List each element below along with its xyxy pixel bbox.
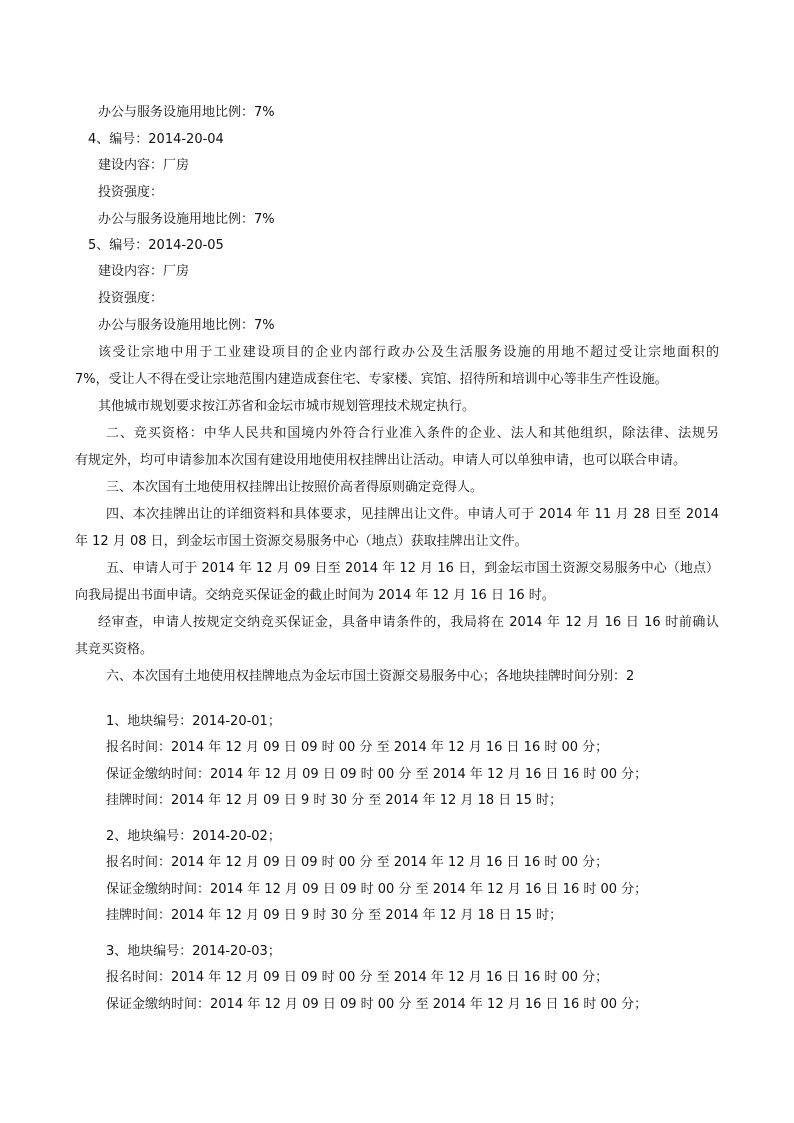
paragraph-line: 五、申请人可于 2014 年 12 月 09 日至 2014 年 12 月 16 日，到金坛市国土资源交易服务中心（地点） <box>106 561 719 576</box>
paragraph-line: 该受让宗地中用于工业建设项目的企业内部行政办公及生活服务设施的用地不超过受让宗地面积的 <box>98 345 719 360</box>
schedule3-registration: 报名时间：2014 年 12 月 09 日 09 时 00 分 至 2014 年 12 月 16 日 16 时 00 分； <box>106 970 609 985</box>
paragraph-line: 经审查，申请人按规定交纳竞买保证金，具备申请条件的，我局将在 2014 年 12 月 16 日 16 时前确认 <box>98 615 719 630</box>
schedule3-header: 3、地块编号：2014-20-03； <box>106 944 281 959</box>
paragraph-qualification <box>75 420 719 474</box>
plot5-content: 建设内容：厂房 <box>98 264 190 279</box>
plot4-investment: 投资强度： <box>98 185 164 200</box>
schedule1-deposit: 保证金缴纳时间：2014 年 12 月 09 日 09 时 00 分 至 2014 年 12 月 16 日 16 时 00 分； <box>106 767 648 782</box>
schedule1-listing: 挂牌时间：2014 年 12 月 09 日 9 时 30 分 至 2014 年 12 月 18 日 15 时； <box>106 793 563 808</box>
paragraph-planning <box>98 393 718 420</box>
paragraph-line: 其竞买资格。 <box>75 642 154 657</box>
schedule2-registration: 报名时间：2014 年 12 月 09 日 09 时 00 分 至 2014 年 12 月 16 日 16 时 00 分； <box>106 855 609 870</box>
plot5-investment: 投资强度： <box>98 291 164 306</box>
plot5-office-ratio: 办公与服务设施用地比例：7% <box>98 318 275 333</box>
schedule1-header: 1、地块编号：2014-20-01； <box>106 714 281 729</box>
paragraph-principle <box>106 474 718 501</box>
paragraph-review <box>75 609 719 663</box>
plot4-office-ratio: 办公与服务设施用地比例：7% <box>98 212 275 227</box>
paragraph-documents <box>75 501 719 555</box>
paragraph-line: 有规定外，均可申请参加本次国有建设用地使用权挂牌出让活动。申请人可以单独申请，也可以联合申请。 <box>75 453 687 468</box>
plot5-header: 5、编号：2014-20-05 <box>88 238 224 253</box>
paragraph-line: 六、本次国有土地使用权挂牌地点为金坛市国土资源交易服务中心；各地块挂牌时间分别：2 <box>106 669 635 684</box>
schedule2-deposit: 保证金缴纳时间：2014 年 12 月 09 日 09 时 00 分 至 2014 年 12 月 16 日 16 时 00 分； <box>106 882 648 897</box>
schedule2-header: 2、地块编号：2014-20-02； <box>106 829 281 844</box>
schedule2-listing: 挂牌时间：2014 年 12 月 09 日 9 时 30 分 至 2014 年 12 月 18 日 15 时； <box>106 908 563 923</box>
paragraph-application <box>75 555 719 609</box>
plot3-office-ratio: 办公与服务设施用地比例：7% <box>98 105 275 120</box>
paragraph-line: 四、本次挂牌出让的详细资料和具体要求，见挂牌出让文件。申请人可于 2014 年 11 月 28 日至 2014 <box>106 507 719 522</box>
paragraph-line: 其他城市规划要求按江苏省和金坛市城市规划管理技术规定执行。 <box>98 399 476 414</box>
plot4-header: 4、编号：2014-20-04 <box>88 132 224 147</box>
paragraph-line: 二、竞买资格：中华人民共和国境内外符合行业准入条件的企业、法人和其他组织，除法律、法规另 <box>106 426 719 441</box>
paragraph-listing-venue <box>106 663 718 690</box>
paragraph-line: 向我局提出书面申请。交纳竞买保证金的截止时间为 2014 年 12 月 16 日 16 时。 <box>75 588 555 603</box>
paragraph-office-limit <box>75 339 719 393</box>
paragraph-line: 年 12 月 08 日，到金坛市国土资源交易服务中心（地点）获取挂牌出让文件。 <box>75 534 528 549</box>
plot4-content: 建设内容：厂房 <box>98 158 190 173</box>
paragraph-line: 7%，受让人不得在受让宗地范围内建造成套住宅、专家楼、宾馆、招待所和培训中心等非生产性设施。 <box>75 372 668 387</box>
paragraph-line: 三、本次国有土地使用权挂牌出让按照价高者得原则确定竞得人。 <box>106 480 484 495</box>
schedule3-deposit: 保证金缴纳时间：2014 年 12 月 09 日 09 时 00 分 至 2014 年 12 月 16 日 16 时 00 分； <box>106 997 648 1012</box>
schedule1-registration: 报名时间：2014 年 12 月 09 日 09 时 00 分 至 2014 年 12 月 16 日 16 时 00 分； <box>106 740 609 755</box>
